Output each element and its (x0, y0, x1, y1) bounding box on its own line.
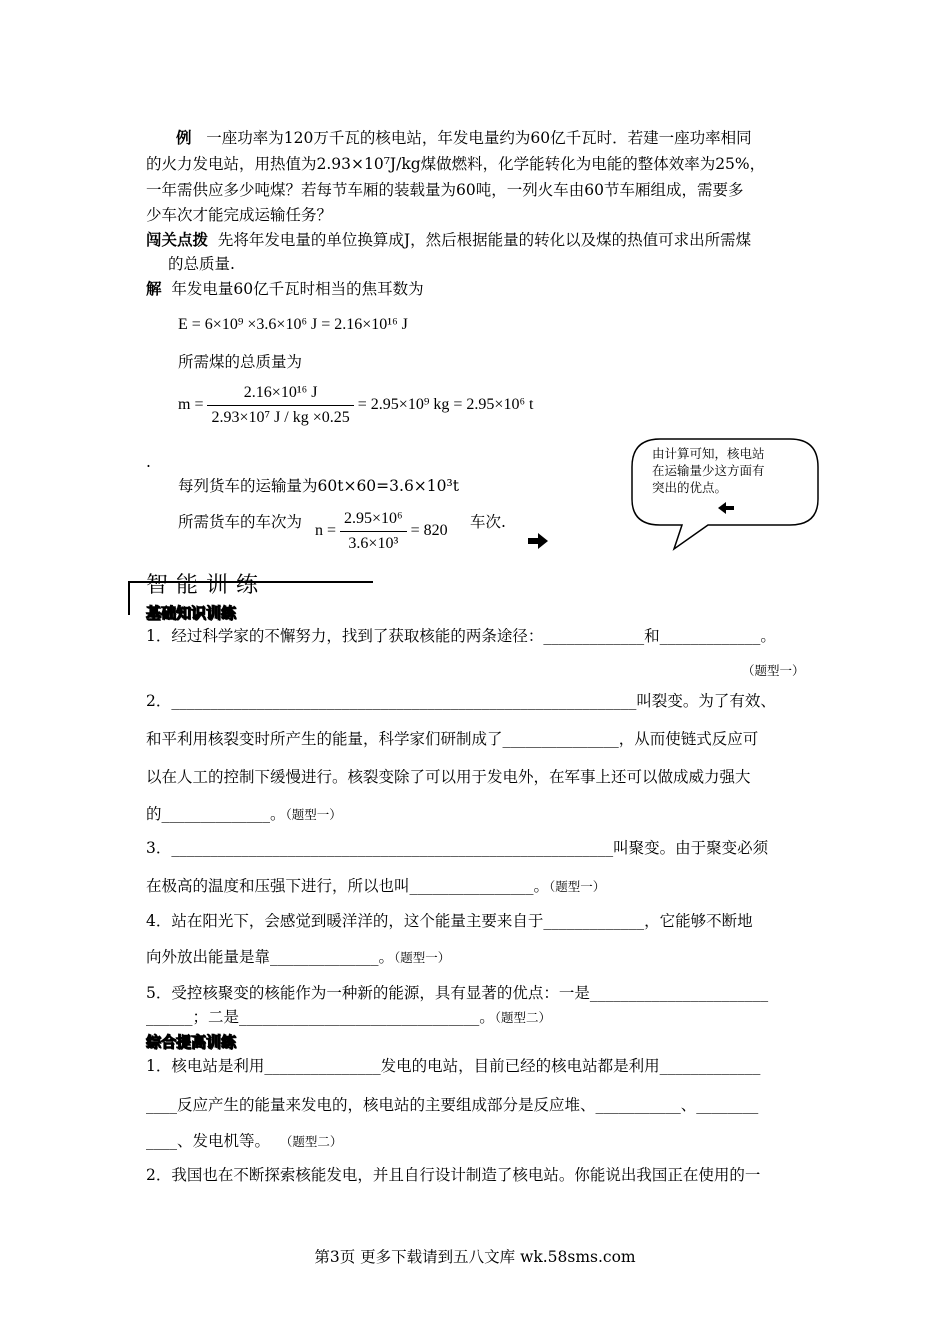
bubble-line3: 突出的优点。 (652, 480, 728, 495)
basic-q4-a: 4．站在阳光下，会感觉到暖洋洋的，这个能量主要来自于_____________，它能够不断地 (146, 912, 753, 930)
basic-q5-tag: （题型二） (494, 1010, 552, 1025)
adv-q1-tag: （题型二） (279, 1134, 343, 1149)
basic-q2-d-text: 的______________。 (146, 805, 286, 823)
basic-q4-b (146, 947, 450, 968)
example-line4: 少车次才能完成运输任务？ (146, 206, 333, 224)
eq3-fraction (340, 510, 407, 553)
basic-q3-b-text: 在极高的温度和压强下进行，所以也叫________________。 (146, 877, 550, 895)
adv-q1-c (146, 1131, 342, 1152)
solution-label: 解 (146, 280, 162, 298)
hint-line2: 的总质量. (168, 255, 235, 273)
basic-q5-b (146, 1007, 551, 1028)
basic-q3-a: 3．_________________________________________________________叫聚变。由于聚变必须 (146, 839, 769, 857)
eq3-rhs: = 820 (410, 522, 448, 540)
arrow-right-icon (528, 533, 548, 553)
eq3-unit: 车次. (470, 513, 506, 531)
bubble-line1: 由计算可知，核电站 (652, 446, 765, 461)
hint-line1 (146, 230, 751, 250)
arrow-left-icon (718, 499, 734, 518)
solution-line4 (178, 512, 302, 532)
adv-q2-a: 2．我国也在不断探索核能发电，并且自行设计制造了核电站。你能说出我国正在使用的一 (146, 1166, 761, 1184)
equation-mass (178, 384, 533, 427)
example-line2: 的火力发电站，用热值为2.93×10⁷J/kg煤做燃料，化学能转化为电能的整体效率为25%， (146, 155, 766, 173)
hint-label: 闯关点拨 (146, 231, 209, 249)
basic-q3-b (146, 876, 605, 897)
equation-energy: E = 6×10⁹ ×3.6×10⁶ J = 2.16×10¹⁶ J (178, 316, 408, 333)
adv-q1-c-text: ____、发电机等。 (146, 1132, 271, 1150)
basic-q4-b-text: 向外放出能量是靠______________。 (146, 948, 395, 966)
callout-bubble (630, 437, 820, 553)
eq2-rhs: = 2.95×10⁹ kg = 2.95×10⁶ t (357, 396, 534, 414)
basic-q5-a: 5．受控核聚变的核能作为一种新的能源，具有显著的优点：一是_______________________ (146, 984, 769, 1002)
section-title: 智能训练 (146, 573, 267, 598)
adv-q1-b: ____反应产生的能量来发电的，核电站的主要组成部分是反应堆、___________、________ (146, 1096, 759, 1114)
solution-line1 (146, 279, 424, 299)
example-label: 例 (176, 129, 192, 147)
eq3-numerator: 2.95×10⁶ (340, 510, 407, 532)
eq2-lhs: m = (178, 396, 204, 414)
page-footer: 第3页 更多下载请到五八文库 wk.58sms.com (314, 1248, 636, 1266)
eq3-denominator: 3.6×10³ (348, 535, 399, 552)
equation-trips (315, 510, 448, 553)
eq3-lhs: n = (315, 522, 337, 540)
basic-q1: 1．经过科学家的不懈努力，找到了获取核能的两条途径：_____________和_____________。 (146, 627, 776, 645)
basic-q4-tag: （题型一） (394, 950, 451, 965)
subsection-advanced: 综合提高训练 (146, 1033, 237, 1051)
subsection-basic: 基础知识训练 (146, 604, 237, 622)
solution-line2: 所需煤的总质量为 (178, 353, 303, 371)
basic-q3-tag: （题型一） (549, 879, 606, 894)
basic-q2-b: 和平利用核裂变时所产生的能量，科学家们研制成了_______________，从而使链式反应可 (146, 730, 759, 748)
eq2-fraction (207, 384, 353, 427)
basic-q2-c: 以在人工的控制下缓慢进行。核裂变除了可以用于发电外，在军事上还可以做成威力强大 (146, 768, 751, 786)
example-line3: 一年需供应多少吨煤？若每节车厢的装载量为60吨，一列火车由60节车厢组成，需要多 (146, 181, 744, 199)
solution-text-1: 年发电量60亿千瓦时相当的焦耳数为 (171, 280, 424, 298)
basic-q2-a: 2．____________________________________________________________叫裂变。为了有效、 (146, 692, 776, 710)
adv-q1-a: 1．核电站是利用_______________发电的电站，目前已经的核电站都是利用_____________ (146, 1057, 761, 1075)
eq2-numerator: 2.16×10¹⁶ J (207, 384, 353, 406)
hint-text-1: 先将年发电量的单位换算成J，然后根据能量的转化以及煤的热值可求出所需煤 (217, 231, 752, 249)
example-line1 (176, 128, 752, 148)
example-text-1: 一座功率为120万千瓦的核电站，年发电量约为60亿千瓦时．若建一座功率相同 (206, 129, 752, 147)
basic-q5-b-text: ______；二是_______________________________。 (146, 1008, 495, 1026)
bubble-line2: 在运输量少这方面有 (652, 463, 765, 478)
solution-dot: . (146, 453, 151, 471)
solution-line3: 每列货车的运输量为60t×60=3.6×10³t (178, 477, 459, 495)
solution-text-4: 所需货车的车次为 (178, 513, 303, 531)
basic-q1-tag: （题型一） (742, 663, 805, 678)
basic-q2-d (146, 804, 342, 825)
eq2-denominator: 2.93×10⁷ J / kg ×0.25 (211, 409, 350, 426)
basic-q2-tag: （题型一） (285, 807, 342, 822)
